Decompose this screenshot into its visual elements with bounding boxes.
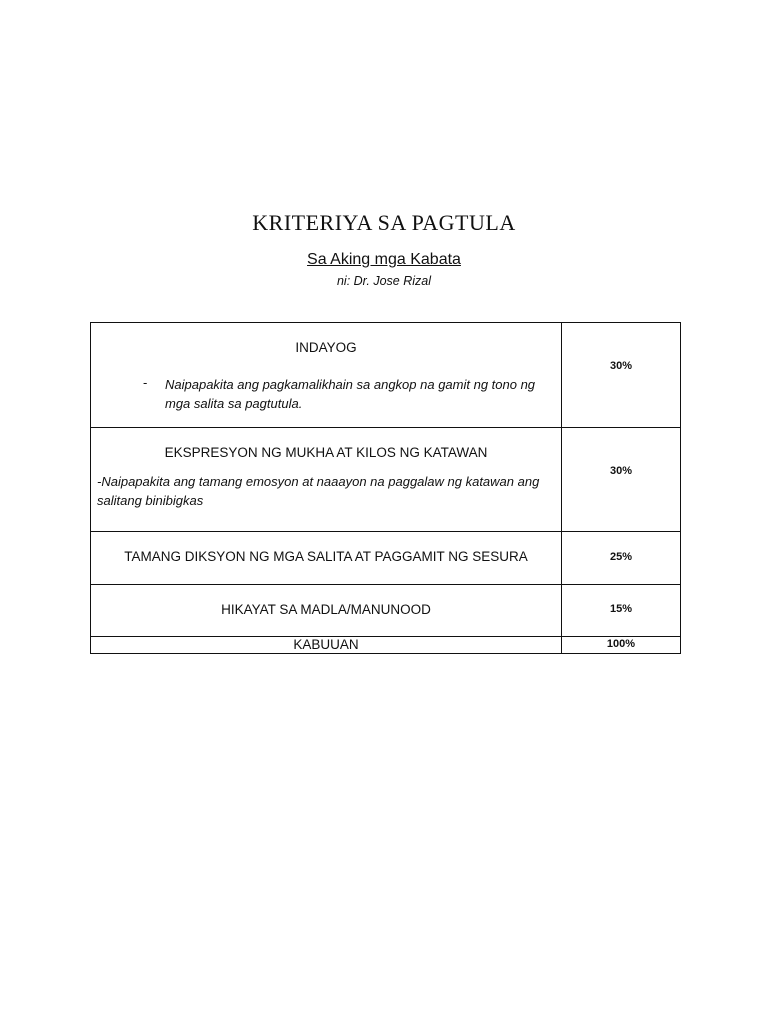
rubric-table bbox=[90, 322, 681, 654]
percent-cell bbox=[562, 585, 681, 637]
criterion-cell bbox=[91, 428, 562, 532]
poem-title: Sa Aking mga Kabata bbox=[307, 251, 461, 268]
total-row bbox=[91, 637, 681, 654]
author-line: ni: Dr. Jose Rizal bbox=[336, 274, 431, 288]
percent-cell bbox=[562, 428, 681, 532]
criterion-cell bbox=[91, 532, 562, 585]
total-percent-cell bbox=[562, 637, 681, 654]
percent-value: 15% bbox=[609, 603, 633, 615]
criterion-cell bbox=[91, 585, 562, 637]
criterion-heading: TAMANG DIKSYON NG MGA SALITA AT PAGGAMIT NG SESURA bbox=[124, 549, 528, 564]
criterion-bullet bbox=[91, 375, 561, 413]
table-row bbox=[91, 323, 681, 428]
percent-value: 30% bbox=[609, 465, 633, 477]
total-label-cell bbox=[91, 637, 562, 654]
percent-cell bbox=[562, 532, 681, 585]
percent-value: 30% bbox=[609, 360, 633, 372]
table-row bbox=[91, 585, 681, 637]
percent-value: 25% bbox=[609, 551, 633, 563]
criterion-description: -Naipapakita ang tamang emosyon at naaayon na paggalaw ng katawan ang salitang binibigkas bbox=[97, 474, 540, 508]
table-row bbox=[91, 532, 681, 585]
table-row bbox=[91, 428, 681, 532]
criterion-heading: EKSPRESYON NG MUKHA AT KILOS NG KATAWAN bbox=[164, 445, 488, 460]
page-title: KRITERIYA SA PAGTULA bbox=[252, 210, 516, 235]
bullet-dash: - bbox=[143, 375, 148, 390]
total-label: KABUUAN bbox=[293, 637, 359, 652]
criterion-heading: HIKAYAT SA MADLA/MANUNOOD bbox=[221, 602, 431, 617]
criterion-cell bbox=[91, 323, 562, 428]
criterion-heading: INDAYOG bbox=[295, 340, 357, 355]
percent-cell bbox=[562, 323, 681, 428]
criterion-description: Naipapakita ang pagkamalikhain sa angkop na gamit ng tono ng mga salita sa pagtutula. bbox=[165, 377, 536, 411]
total-percent: 100% bbox=[606, 638, 636, 650]
